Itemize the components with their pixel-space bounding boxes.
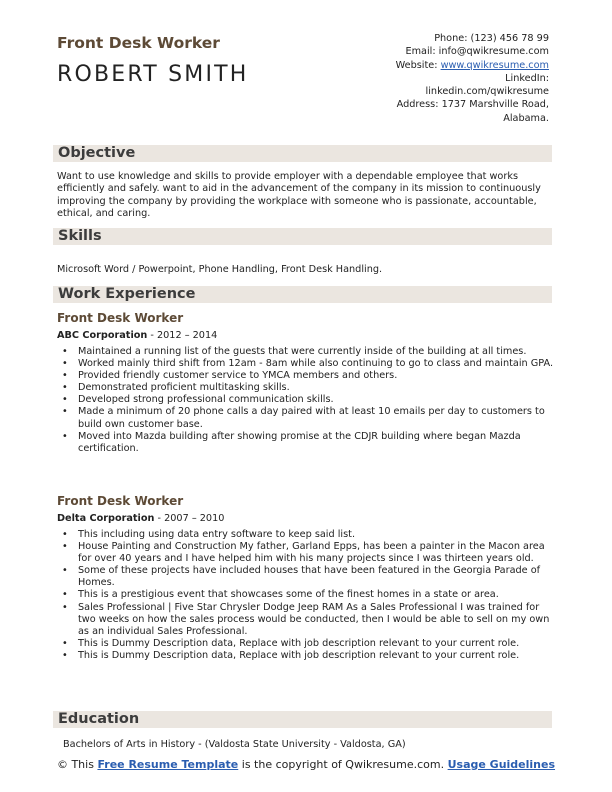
usage-guidelines-link[interactable]: Usage Guidelines <box>447 758 556 771</box>
contact-address-line1: Address: 1737 Marshville Road, <box>396 99 549 111</box>
objective-text: Want to use knowledge and skills to provide employer with a dependable employee that works efficiently and safely. want to aid in the advancement of the company in its mission to continuously improving the company by providing the workplace with someone who is passionate, accountable, ethical, and caring. <box>57 171 541 220</box>
copyright-footer <box>0 758 612 772</box>
contact-address-line2: Alabama. <box>503 112 549 124</box>
contact-email: Email: info@qwikresume.com <box>405 46 549 58</box>
job-bullet: • Maintained a running list of the guests that were currently inside of the building at all times. <box>57 346 554 358</box>
job-bullet: • This is a prestigious event that showcases some of the finest homes in a state or area. <box>57 589 554 601</box>
job-bullet: • Provided friendly customer service to YMCA members and others. <box>57 370 554 382</box>
header-job-title: Front Desk Worker <box>57 34 220 52</box>
job-bullet: • Sales Professional | Five Star Chrysler Dodge Jeep RAM As a Sales Professional I was trained for two weeks on how the sales process would be conducted, then I would be able to sell on my own as an individual Sales Professional. <box>57 602 554 638</box>
job-bullet: • This including using data entry software to keep said list. <box>57 529 554 541</box>
contact-linkedin-label: LinkedIn: <box>505 72 549 84</box>
website-link[interactable]: www.qwikresume.com <box>440 59 549 71</box>
job-bullet: • Some of these projects have included houses that have been featured in the Georgia Parade of Homes. <box>57 565 554 589</box>
job-company: ABC Corporation <box>57 330 148 341</box>
education-section-title: Education <box>58 711 140 727</box>
contact-phone: Phone: (123) 456 78 99 <box>434 33 549 44</box>
job-bullet: • Demonstrated proficient multitasking skills. <box>57 382 554 394</box>
education-entry: Bachelors of Arts in History - (Valdosta State University - Valdosta, GA) <box>63 739 406 750</box>
job-bullet: • Made a minimum of 20 phone calls a day paired with at least 10 emails per day to customers to build own customer base. <box>57 406 554 430</box>
job-dates: - 2012 – 2014 <box>147 330 218 341</box>
job-title: Front Desk Worker <box>57 311 184 325</box>
job-company-line <box>57 513 224 524</box>
work-experience-section-header <box>53 286 552 303</box>
contact-linkedin-url: linkedin.com/qwikresume <box>425 86 549 98</box>
skills-text: Microsoft Word / Powerpoint, Phone Handling, Front Desk Handling. <box>57 264 383 275</box>
skills-section-title: Skills <box>58 228 102 244</box>
job-bullet-list <box>57 529 554 662</box>
objective-section-header <box>53 145 552 162</box>
footer-prefix: © This <box>56 758 98 771</box>
candidate-name: ROBERT SMITH <box>57 62 249 87</box>
job-dates: - 2007 – 2010 <box>154 513 225 524</box>
job-title: Front Desk Worker <box>57 494 184 508</box>
job-company: Delta Corporation <box>57 513 155 524</box>
job-company-line <box>57 330 217 341</box>
footer-middle: is the copyright of Qwikresume.com. <box>238 758 448 771</box>
job-bullet: • Worked mainly third shift from 12am - 8am while also continuing to go to class and maintain GPA. <box>57 358 554 370</box>
education-section-header <box>53 711 552 728</box>
skills-section-header <box>53 228 552 245</box>
job-bullet-list <box>57 346 554 455</box>
contact-website-label: Website: <box>395 59 441 71</box>
work-experience-section-title: Work Experience <box>58 286 196 302</box>
job-bullet: • This is Dummy Description data, Replace with job description relevant to your current role. <box>57 650 554 662</box>
job-bullet: • House Painting and Construction My father, Garland Epps, has been a painter in the Macon area for over 40 years and I have helped him with his many projects since I was thirteen years old. <box>57 541 554 565</box>
free-resume-template-link[interactable]: Free Resume Template <box>97 758 239 771</box>
contact-block <box>289 32 549 125</box>
job-bullet: • Developed strong professional communication skills. <box>57 394 554 406</box>
job-bullet: • Moved into Mazda building after showing promise at the CDJR building where began Mazda certification. <box>57 431 554 455</box>
objective-section-title: Objective <box>58 145 136 161</box>
contact-website <box>289 59 549 72</box>
job-bullet: • This is Dummy Description data, Replace with job description relevant to your current role. <box>57 638 554 650</box>
